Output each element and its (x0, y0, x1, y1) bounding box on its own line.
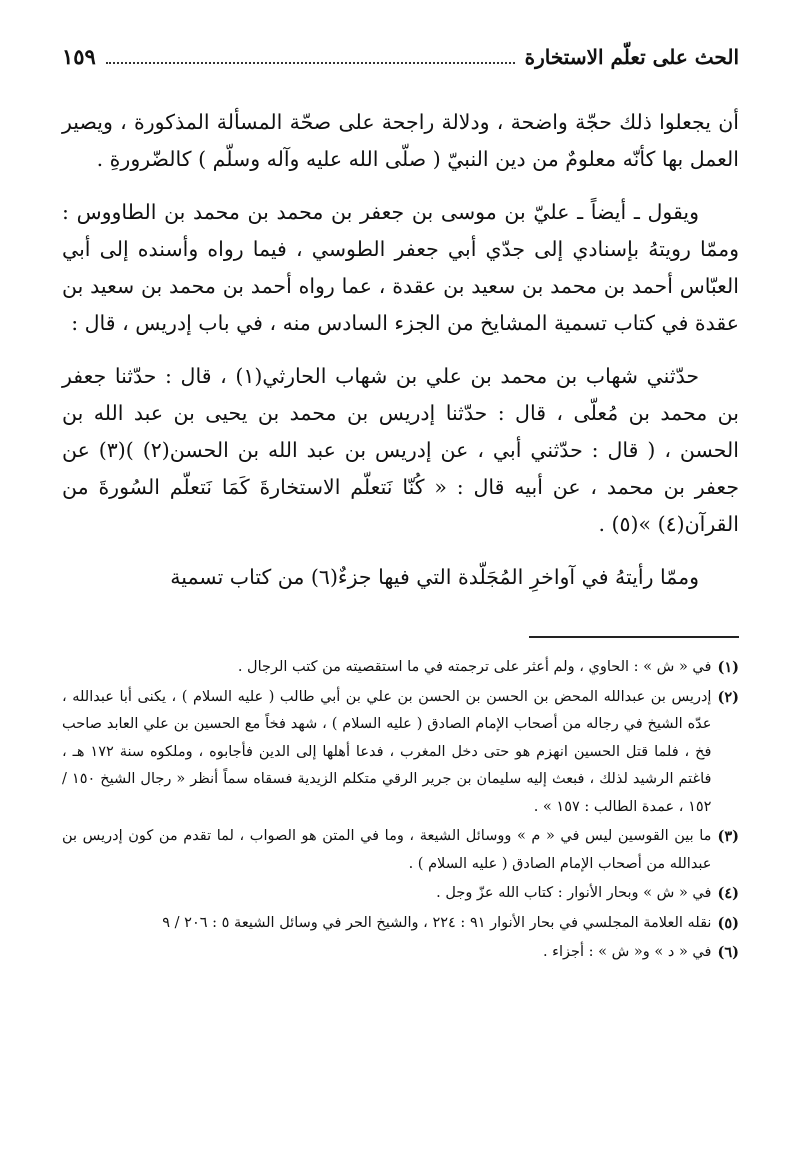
paragraph: أن يجعلوا ذلك حجّة واضحة ، ودلالة راجحة على صحّة المسألة المذكورة ، ويصير العمل بها كأنّه معلومٌ من دين النبيّ ( صلّى الله عليه وآله وسلّم ) كالضّرورةِ . (62, 110, 739, 171)
paragraph: وممّا رأيتهُ في آواخرِ المُجَلّدة التي فيها جزءٌ(٦) من كتاب تسمية (170, 565, 699, 589)
footnote-number: (٤) (717, 885, 739, 902)
footnote-text: في « ش » وبحار الأنوار : كتاب الله عزّ وجل . (436, 885, 712, 901)
footnotes (62, 654, 739, 967)
footnote (62, 654, 739, 682)
footnote-text: إدريس بن عبدالله المحض بن الحسن بن الحسن بن علي بن أبي طالب ( عليه السلام ) ، يكنى أبا عبدالله ، عدّه الشيخ في رجاله من أصحاب الإمام الصادق ( عليه السلام ) ، شهد فخاً مع الحسين بن علي العابد صاحب فخ ، فلما قتل الحسين انهزم هو حتى دخل المغرب ، فدعا أهلها إلى الدين فأجابوه ، وملكوه سنة ١٧٢ هـ ، فاغتم الرشيد لذلك ، فبعث إليه سليمان بن جرير الرقي متكلم الزيدية فسقاه سماً أنظر « رجال الشيخ ١٥٠ / ١٥٢ ، عمدة الطالب : ١٥٧ » . (62, 688, 712, 815)
footnote-text: ما بين القوسين ليس في « م » ووسائل الشيعة ، وما في المتن هو الصواب ، لما تقدم من كون إدريس بن عبدالله من أصحاب الإمام الصادق ( عليه السلام ) . (62, 828, 712, 872)
running-header (62, 44, 739, 104)
page-number: ١٥٩ (62, 44, 96, 69)
main-text (62, 104, 739, 596)
footnote-text: نقله العلامة المجلسي في بحار الأنوار ٩١ : ٢٢٤ ، والشيخ الحر في وسائل الشيعة ٥ : ٢٠٦ / ٩ (162, 914, 712, 931)
footnote-text: في « د » و« ش » : أجزاء . (542, 944, 712, 960)
header-dot-leader (106, 62, 515, 64)
footnote-separator (529, 636, 739, 638)
footnote (62, 939, 739, 967)
footnote (62, 823, 739, 878)
footnote (62, 910, 739, 938)
footnote-text: في « ش » : الحاوي ، ولم أعثر على ترجمته في ما استقصيته من كتب الرجال . (237, 659, 712, 675)
footnote-number: (٥) (717, 914, 739, 932)
footnote (62, 684, 739, 822)
footnote (62, 880, 739, 908)
paragraph: حدّثني شهاب بن محمد بن علي بن شهاب الحارثي(١) ، قال : حدّثنا جعفر بن محمد بن مُعلّى ، قال : حدّثنا إدريس بن محمد بن يحيى بن عبد الله بن الحسن ، ( قال : حدّثني أبي ، عن إدريس بن عبد الله بن الحسن(٢) )(٣) عن جعفر بن محمد ، عن أبيه قال : « كُنّا نَتعلّم الاستخارةَ كَمَا نَتعلّم السُورةَ من القرآن(٤) »(٥) . (62, 364, 739, 536)
footnote-number: (٢) (717, 688, 739, 706)
footnote-number: (٦) (717, 944, 739, 961)
running-title: الحث على تعلّم الاستخارة (524, 45, 739, 69)
footnote-number: (٣) (717, 828, 739, 845)
footnote-number: (١) (717, 659, 739, 676)
paragraph: ويقول ـ أيضاً ـ عليّ بن موسى بن جعفر بن محمد بن محمد بن الطاووس : وممّا رويتهُ بإسنادي إلى جدّي أبي جعفر الطوسي ، فيما رواه وأسنده إلى أبي العبّاس أحمد بن محمد بن سعيد بن عقدة ، عما رواه أحمد بن محمد بن سعيد بن عقدة في كتاب تسمية المشايخ من الجزء السادس منه ، في باب إدريس ، قال : (62, 200, 739, 335)
